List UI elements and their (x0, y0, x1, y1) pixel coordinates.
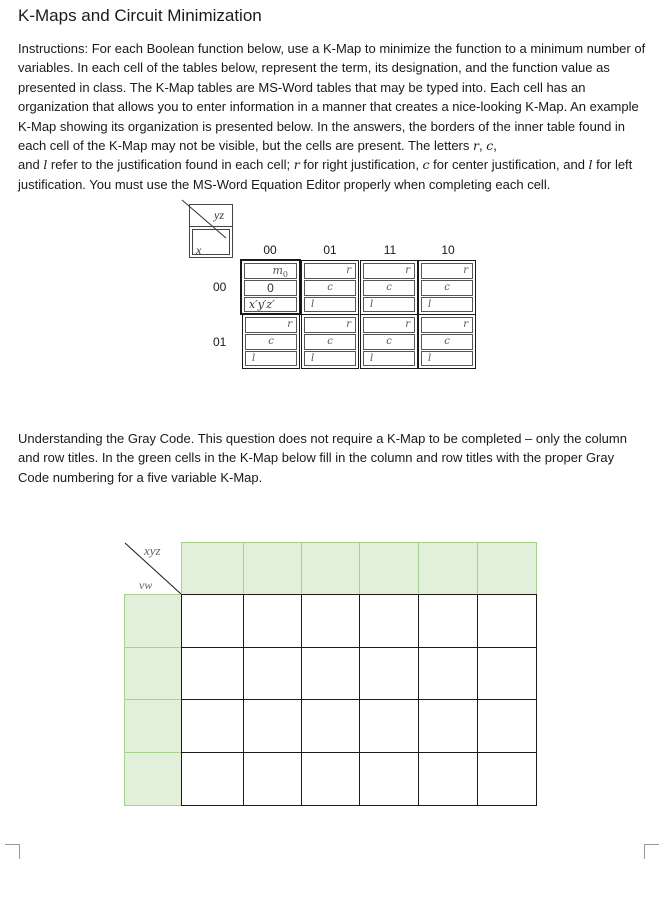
cell-left[interactable]: l (421, 297, 473, 312)
gray-col-title-cell[interactable] (301, 542, 360, 595)
gray-kmap-cell[interactable] (359, 752, 419, 806)
separator: , (493, 138, 497, 154)
cell-right[interactable]: r (304, 263, 356, 279)
cell-left[interactable]: l (245, 351, 297, 366)
gray-kmap-cell[interactable] (359, 594, 419, 648)
gray-kmap-cell[interactable] (181, 699, 244, 753)
kmap-cell-m0[interactable] (240, 259, 301, 315)
kmap-row-header: 01 (213, 335, 227, 349)
kmap-cell[interactable] (418, 314, 476, 369)
gray-col-title-cell[interactable] (418, 542, 478, 595)
gray-kmap-cell[interactable] (477, 594, 537, 648)
term-subscript: 0 (282, 270, 288, 280)
gray-kmap-corner (124, 542, 181, 594)
cell-right[interactable]: r (363, 263, 415, 279)
instructions-text-2: refer to the justification found in each cell; (47, 157, 294, 173)
gray-row-title-cell[interactable] (124, 752, 182, 806)
gray-kmap-cell[interactable] (359, 699, 419, 753)
gray-kmap-cell[interactable] (418, 752, 478, 806)
cell-minterm[interactable]: x′y′z′ (244, 297, 297, 312)
cell-left[interactable]: l (363, 351, 415, 366)
cell-left[interactable]: l (363, 297, 415, 312)
left-desc: for left justification. You must use the MS-Word Equation Editor properly when completing each cell. (18, 157, 633, 192)
gray-kmap-cell[interactable] (301, 647, 360, 700)
gray-col-title-cell[interactable] (359, 542, 419, 595)
kmap-cell[interactable] (418, 260, 476, 315)
gray-col-title-cell[interactable] (181, 542, 244, 595)
gray-kmap-cell[interactable] (418, 647, 478, 700)
gray-kmap-cell[interactable] (181, 647, 244, 700)
cell-term-designation[interactable] (244, 263, 297, 279)
cell-center[interactable]: c (245, 334, 297, 350)
kmap-cell[interactable] (301, 314, 359, 369)
cell-right[interactable]: r (304, 317, 356, 333)
gray-code-paragraph: Understanding the Gray Code. This question does not require a K-Map to be completed – only the column and row titles. In the green cells in the K-Map below fill in the column and row titles with the proper Gray Code numbering for a five variable K-Map. (18, 431, 627, 485)
gray-kmap-cell[interactable] (181, 594, 244, 648)
letter-c: c (422, 157, 430, 173)
col-var-label: yz (214, 208, 224, 222)
kmap-cell[interactable] (301, 260, 359, 315)
cell-center[interactable]: c (363, 334, 415, 350)
cell-center[interactable]: c (421, 334, 473, 350)
instructions-paragraph (18, 39, 646, 194)
separator: , (478, 138, 487, 154)
gray-row-title-cell[interactable] (124, 647, 182, 700)
letter-l: l (588, 157, 593, 173)
letter-r: r (473, 138, 479, 154)
gray-kmap-cell[interactable] (477, 647, 537, 700)
conjunction: and (18, 157, 44, 173)
kmap-col-header: 01 (323, 243, 337, 257)
gray-kmap-cell[interactable] (243, 594, 302, 648)
gray-kmap-cell[interactable] (301, 594, 360, 648)
kmap-cell[interactable] (242, 314, 300, 369)
kmap-corner-row-var (189, 226, 233, 258)
cell-center[interactable]: c (363, 280, 415, 296)
kmap-corner-col-var (189, 204, 233, 226)
gray-kmap-cell[interactable] (243, 752, 302, 806)
center-desc: for center justification, and (429, 157, 589, 173)
cell-left[interactable]: l (421, 351, 473, 366)
kmap-col-header: 11 (383, 243, 397, 257)
row-var-label: x (196, 243, 202, 257)
gray-row-title-cell[interactable] (124, 699, 182, 753)
gray-kmap-cell[interactable] (359, 647, 419, 700)
kmap-row-header: 00 (213, 280, 227, 294)
gray-kmap-cell[interactable] (181, 752, 244, 806)
cell-center[interactable]: c (304, 280, 356, 296)
kmap-col-header: 00 (263, 243, 277, 257)
term-letter: m (272, 264, 283, 277)
cell-center[interactable]: c (304, 334, 356, 350)
cell-center[interactable]: c (421, 280, 473, 296)
page-title: K-Maps and Circuit Minimization (18, 6, 262, 25)
margin-corner-mark (644, 844, 659, 859)
gray-kmap-cell[interactable] (301, 752, 360, 806)
kmap-cell[interactable] (360, 314, 418, 369)
cell-left[interactable]: l (304, 297, 356, 312)
kmap-col-header: 10 (441, 243, 455, 257)
right-desc: for right justification, (299, 157, 423, 173)
col-var-label: xyz (144, 543, 161, 558)
cell-right[interactable]: r (421, 263, 473, 279)
gray-kmap-cell[interactable] (418, 594, 478, 648)
row-var-label: vw (139, 578, 153, 592)
letter-l: l (43, 157, 48, 173)
letter-c: c (486, 138, 494, 154)
gray-col-title-cell[interactable] (477, 542, 537, 595)
margin-corner-mark (5, 844, 20, 859)
cell-function-value[interactable]: 0 (244, 280, 297, 296)
instructions-text: Instructions: For each Boolean function below, use a K-Map to minimize the function to a minimum number of variables. In each cell of the tables below, represent the term, its designation, and the function value as presented in class. The K-Map tables are MS-Word tables that may be typed into. Each cell has an organization that allows you to enter information in a manner that creates a nice-looking K-Map. An example K-Map showing its organization is presented below. In the answers, the borders of the inner table found in each cell of the K-Map may not be visible, but the cells are present. The letters (18, 41, 646, 154)
gray-kmap-cell[interactable] (477, 699, 537, 753)
gray-kmap-cell[interactable] (418, 699, 478, 753)
cell-right[interactable]: r (363, 317, 415, 333)
kmap-cell[interactable] (360, 260, 418, 315)
letter-r: r (293, 157, 300, 173)
gray-kmap-cell[interactable] (301, 699, 360, 753)
gray-kmap-cell[interactable] (243, 647, 302, 700)
gray-kmap-cell[interactable] (243, 699, 302, 753)
cell-right[interactable]: r (245, 317, 297, 333)
gray-col-title-cell[interactable] (243, 542, 302, 595)
cell-right[interactable]: r (421, 317, 473, 333)
gray-row-title-cell[interactable] (124, 594, 182, 648)
gray-kmap-cell[interactable] (477, 752, 537, 806)
cell-left[interactable]: l (304, 351, 356, 366)
